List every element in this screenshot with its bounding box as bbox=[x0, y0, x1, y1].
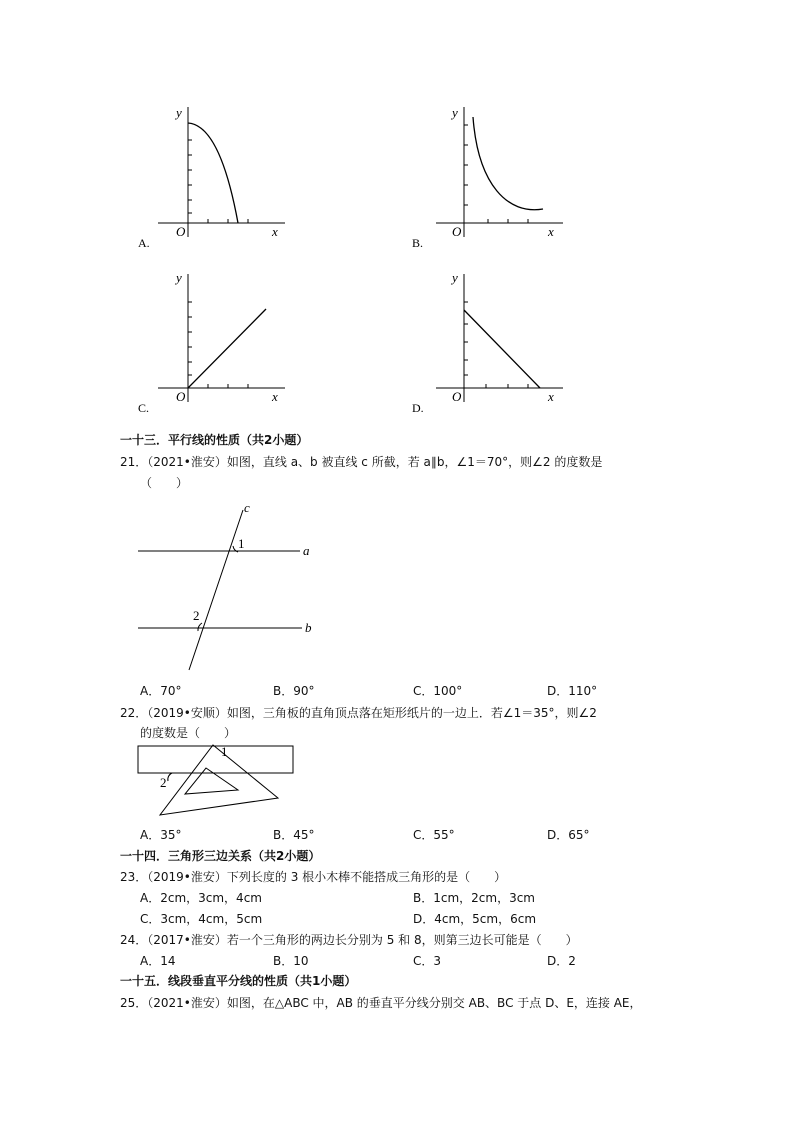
q21-option-b: B．90° bbox=[273, 684, 315, 698]
q23-option-b: B．1cm，2cm，3cm bbox=[413, 891, 535, 905]
q21-option-d: D．110° bbox=[547, 684, 598, 698]
q23-stem: 23．（2019•淮安）下列长度的 3 根小木棒不能搭成三角形的是（ ） bbox=[120, 870, 507, 884]
q24-stem: 24．（2017•淮安）若一个三角形的两边长分别为 5 和 8，则第三边长可能是（ ） bbox=[120, 933, 578, 947]
graph-b-label: B. bbox=[412, 236, 424, 250]
q21-label-b: b bbox=[305, 620, 312, 635]
q22-option-c: C．55° bbox=[413, 828, 455, 842]
q22-option-d: D．65° bbox=[547, 828, 590, 842]
q24-option-d: D．2 bbox=[547, 954, 576, 968]
section-14-title: 一十四．三角形三边关系（共2小题） bbox=[120, 849, 321, 863]
graph-c-y: y bbox=[176, 270, 182, 285]
q21-option-a: A．70° bbox=[140, 684, 182, 698]
q22-angle-2: 2 bbox=[160, 775, 167, 790]
q21-blank: （ ） bbox=[140, 476, 189, 490]
q21-angle-1: 1 bbox=[238, 536, 245, 551]
q21-label-c: c bbox=[244, 500, 250, 515]
q22-option-b: B．45° bbox=[273, 828, 315, 842]
q24-option-c: C．3 bbox=[413, 954, 442, 968]
q25-stem: 25．（2021•淮安）如图，在△ABC 中，AB 的垂直平分线分别交 AB、BC 于点 D、E，连接 AE， bbox=[120, 996, 642, 1010]
q23-option-c: C．3cm，4cm，5cm bbox=[140, 912, 263, 926]
graph-b-y: y bbox=[452, 105, 458, 120]
graph-a bbox=[130, 95, 290, 255]
graph-b bbox=[408, 95, 568, 255]
graph-d-y: y bbox=[452, 270, 458, 285]
q24-option-a: A．14 bbox=[140, 954, 176, 968]
graph-a-x: x bbox=[272, 224, 278, 239]
graph-a-label: A. bbox=[138, 236, 150, 250]
q22-angle-1: 1 bbox=[221, 744, 228, 759]
q21-label-a: a bbox=[303, 543, 310, 558]
graph-c-origin: O bbox=[176, 389, 186, 404]
graph-d-origin: O bbox=[452, 389, 462, 404]
q22-option-a: A．35° bbox=[140, 828, 182, 842]
graph-a-origin: O bbox=[176, 224, 186, 239]
section-13-title: 一十三．平行线的性质（共2小题） bbox=[120, 433, 309, 447]
section-15-title: 一十五．线段垂直平分线的性质（共1小题） bbox=[120, 974, 357, 988]
graph-c-x: x bbox=[272, 389, 278, 404]
graph-c-label: C. bbox=[138, 401, 150, 415]
q24-option-b: B．10 bbox=[273, 954, 309, 968]
graph-b-x: x bbox=[548, 224, 554, 239]
q23-option-a: A．2cm，3cm，4cm bbox=[140, 891, 262, 905]
graph-c bbox=[130, 262, 290, 422]
graph-d bbox=[408, 262, 568, 422]
q21-option-c: C．100° bbox=[413, 684, 463, 698]
graph-a-y: y bbox=[176, 105, 182, 120]
q21-stem: 21．（2021•淮安）如图，直线 a、b 被直线 c 所截，若 a∥b，∠1＝70°，则∠2 的度数是 bbox=[120, 455, 603, 469]
graph-b-origin: O bbox=[452, 224, 462, 239]
q21-figure bbox=[130, 498, 330, 676]
q22-figure bbox=[130, 740, 300, 822]
q22-stem: 22．（2019•安顺）如图，三角板的直角顶点落在矩形纸片的一边上．若∠1＝35°，则∠2 bbox=[120, 706, 597, 720]
graph-d-x: x bbox=[548, 389, 554, 404]
q23-option-d: D．4cm，5cm，6cm bbox=[413, 912, 537, 926]
q22-stem-2: 的度数是（ ） bbox=[140, 726, 237, 740]
graph-d-label: D. bbox=[412, 401, 424, 415]
q21-angle-2: 2 bbox=[193, 608, 200, 623]
